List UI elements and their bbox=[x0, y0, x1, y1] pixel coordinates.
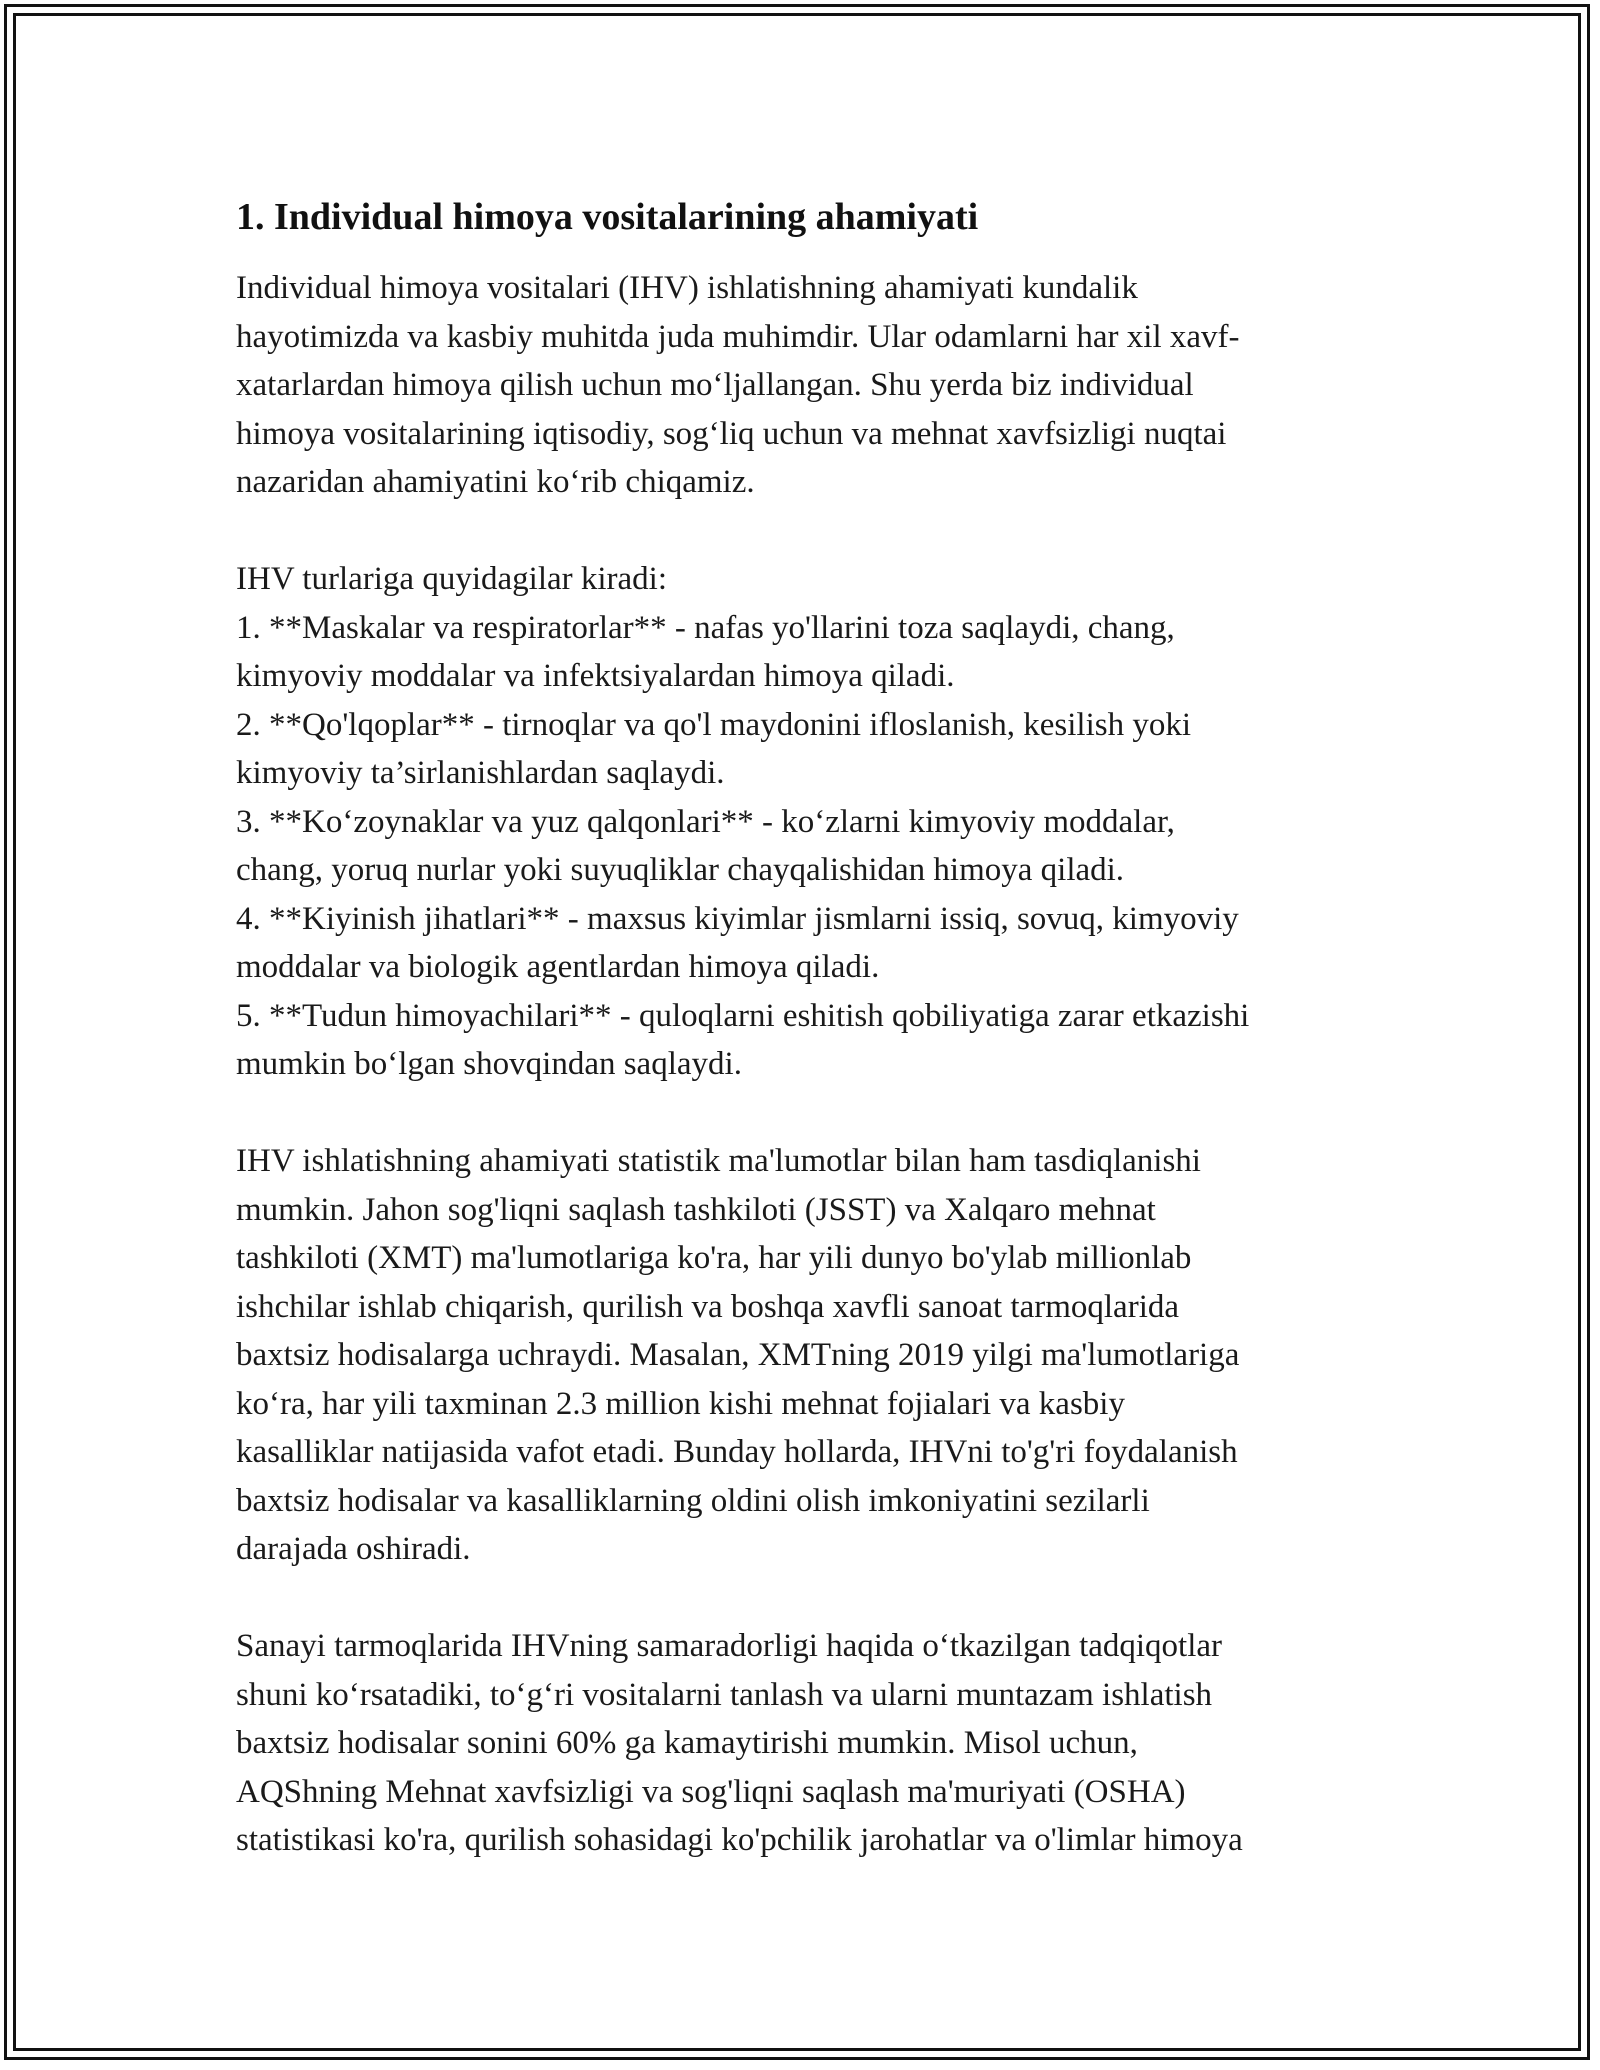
paragraph-intro bbox=[236, 264, 1396, 507]
list-item-line: 1. **Maskalar va respiratorlar** - nafas yo'llarini toza saqlaydi, chang, bbox=[236, 609, 1175, 646]
document-body bbox=[236, 180, 1396, 1913]
paragraph-line: nazaridan ahamiyatini ko‘rib chiqamiz. bbox=[236, 464, 755, 500]
paragraph-line: baxtsiz hodisalarga uchraydi. Masalan, XMTning 2019 yilgi ma'lumotlariga bbox=[236, 1337, 1240, 1373]
paragraph-line: ko‘ra, har yili taxminan 2.3 million kishi mehnat fojialari va kasbiy bbox=[236, 1385, 1125, 1422]
list-item bbox=[236, 604, 1396, 701]
paragraph-line: mumkin. Jahon sog'liqni saqlash tashkiloti (JSST) va Xalqaro mehnat bbox=[236, 1191, 1156, 1228]
list-item-line: kimyoviy moddalar va infektsiyalardan himoya qiladi. bbox=[236, 658, 955, 694]
list-item-line: chang, yoruq nurlar yoki suyuqliklar chayqalishidan himoya qiladi. bbox=[236, 852, 1125, 888]
paragraph-industry bbox=[236, 1622, 1396, 1865]
paragraph-line: xatarlardan himoya qilish uchun mo‘ljallangan. Shu yerda biz individual bbox=[236, 367, 1194, 403]
paragraph-line: baxtsiz hodisalar sonini 60% ga kamaytirishi mumkin. Misol uchun, bbox=[236, 1725, 1138, 1761]
paragraph-line: darajada oshiradi. bbox=[236, 1531, 471, 1567]
ihv-types-list bbox=[236, 555, 1396, 1089]
paragraph-line: baxtsiz hodisalar va kasalliklarning oldini olish imkoniyatini sezilarli bbox=[236, 1482, 1150, 1519]
list-intro: IHV turlariga quyidagilar kiradi: bbox=[236, 561, 668, 597]
list-item bbox=[236, 798, 1396, 895]
paragraph-line: Individual himoya vositalari (IHV) ishlatishning ahamiyati kundalik bbox=[236, 270, 1138, 306]
paragraph-line: IHV ishlatishning ahamiyati statistik ma'lumotlar bilan ham tasdiqlanishi bbox=[236, 1143, 1201, 1179]
list-item-line: kimyoviy ta’sirlanishlardan saqlaydi. bbox=[236, 755, 725, 791]
list-item-line: 2. **Qo'lqoplar** - tirnoqlar va qo'l maydonini ifloslanish, kesilish yoki bbox=[236, 706, 1192, 743]
paragraph-line: himoya vositalarining iqtisodiy, sog‘liq uchun va mehnat xavfsizligi nuqtai bbox=[236, 415, 1227, 452]
paragraph-line: Sanayi tarmoqlarida IHVning samaradorligi haqida o‘tkazilgan tadqiqotlar bbox=[236, 1628, 1223, 1664]
paragraph-line: statistikasi ko'ra, qurilish sohasidagi ko'pchilik jarohatlar va o'limlar himoya bbox=[236, 1822, 1243, 1858]
list-item bbox=[236, 701, 1396, 798]
paragraph-line: shuni ko‘rsatadiki, to‘g‘ri vositalarni tanlash va ularni muntazam ishlatish bbox=[236, 1676, 1213, 1713]
list-item-line: 5. **Tudun himoyachilari** - quloqlarni eshitish qobiliyatiga zarar etkazishi bbox=[236, 997, 1250, 1034]
paragraph-line: kasalliklar natijasida vafot etadi. Bunday hollarda, IHVni to'g'ri foydalanish bbox=[236, 1434, 1238, 1470]
paragraph-line: AQShning Mehnat xavfsizligi va sog'liqni saqlash ma'muriyati (OSHA) bbox=[236, 1773, 1186, 1810]
list-item-line: moddalar va biologik agentlardan himoya qiladi. bbox=[236, 949, 880, 985]
list-item bbox=[236, 895, 1396, 992]
list-item-line: 3. **Ko‘zoynaklar va yuz qalqonlari** - ko‘zlarni kimyoviy moddalar, bbox=[236, 803, 1175, 840]
list-item-line: mumkin bo‘lgan shovqindan saqlaydi. bbox=[236, 1046, 742, 1082]
paragraph-line: hayotimizda va kasbiy muhitda juda muhimdir. Ular odamlarni har xil xavf- bbox=[236, 318, 1240, 355]
paragraph-line: tashkiloti (XMT) ma'lumotlariga ko'ra, har yili dunyo bo'ylab millionlab bbox=[236, 1240, 1192, 1276]
list-item bbox=[236, 992, 1396, 1089]
section-heading: 1. Individual himoya vositalarining ahamiyati bbox=[236, 196, 979, 238]
paragraph-statistics bbox=[236, 1137, 1396, 1574]
paragraph-line: ishchilar ishlab chiqarish, qurilish va boshqa xavfli sanoat tarmoqlarida bbox=[236, 1288, 1180, 1325]
list-item-line: 4. **Kiyinish jihatlari** - maxsus kiyimlar jismlarni issiq, sovuq, kimyoviy bbox=[236, 900, 1239, 937]
